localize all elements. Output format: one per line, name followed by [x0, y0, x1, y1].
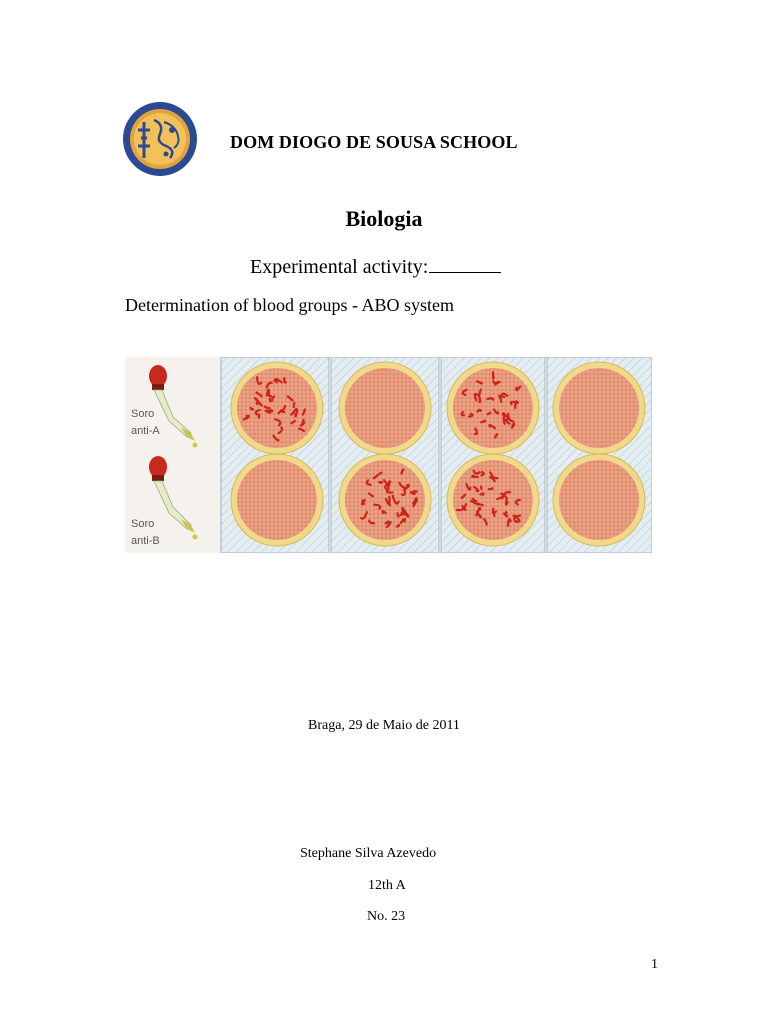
- agglutination-clump: [294, 403, 295, 407]
- agglutination-clump: [397, 513, 398, 516]
- agglutination-clump: [494, 478, 497, 479]
- label-row1-line2: anti-A: [131, 425, 160, 437]
- school-name: DOM DIOGO DE SOUSA SCHOOL: [230, 132, 518, 152]
- plate-not-agglutinated: [559, 460, 639, 540]
- topic: Determination of blood groups - ABO system: [125, 295, 454, 315]
- agglutination-clump: [500, 396, 501, 402]
- agglutination-clump: [302, 420, 304, 425]
- label-row2-line1: Soro: [131, 518, 155, 530]
- agglutination-clump: [270, 399, 271, 402]
- agglutination-clump: [481, 421, 485, 423]
- agglutination-clump: [477, 410, 479, 412]
- blood-typing-illustration: [125, 357, 652, 553]
- student-number: No. 23: [367, 909, 406, 924]
- agglutination-clump: [400, 514, 405, 515]
- agglutination-clump: [493, 372, 494, 378]
- author-name: Stephane Silva Azevedo: [300, 846, 437, 861]
- agglutination-clump: [472, 476, 478, 477]
- page-number: 1: [651, 957, 658, 972]
- plate-not-agglutinated: [345, 368, 425, 448]
- label-row1-line1: Soro: [131, 408, 155, 420]
- agglutination-clump: [506, 499, 508, 505]
- blood-typing-figure: [125, 357, 652, 553]
- agglutination-clump: [503, 413, 504, 415]
- agglutination-clump: [480, 493, 483, 495]
- agglutination-clump: [379, 482, 382, 483]
- plate-not-agglutinated: [237, 460, 317, 540]
- agglutination-clump: [477, 504, 483, 506]
- agglutination-clump: [488, 413, 491, 415]
- agglutination-clump: [489, 488, 493, 489]
- agglutination-clump: [507, 422, 509, 424]
- plate-agglutinated: [453, 460, 533, 540]
- place-date: Braga, 29 de Maio de 2011: [308, 718, 460, 733]
- plate-not-agglutinated: [559, 368, 639, 448]
- subtitle-blank-line: [429, 254, 501, 273]
- label-row2-line2: anti-B: [131, 535, 160, 547]
- agglutination-clump: [465, 504, 466, 510]
- subtitle-text: Experimental activity:: [250, 256, 429, 278]
- agglutination-clump: [251, 408, 253, 410]
- agglutination-clump: [479, 397, 480, 402]
- agglutination-clump: [247, 416, 249, 419]
- class-label: 12th A: [368, 878, 406, 893]
- page-title: Biologia: [345, 206, 423, 231]
- plate-agglutinated: [453, 368, 533, 448]
- subtitle: [250, 254, 501, 279]
- agglutination-clump: [383, 511, 386, 513]
- school-crest-icon: [120, 100, 200, 178]
